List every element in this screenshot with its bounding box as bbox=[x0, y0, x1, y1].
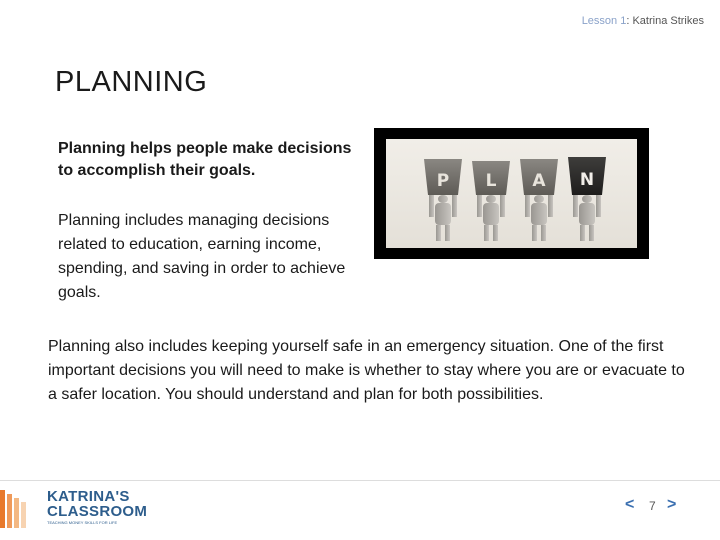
paragraph-goals: Planning helps people make decisions to accomplish their goals. bbox=[58, 140, 352, 179]
chevron-right-icon[interactable]: > bbox=[667, 496, 677, 513]
paragraph-managing-decisions: Planning includes managing decisions related to education, earning income, spending, and saving in order to achieve goals. bbox=[58, 212, 346, 301]
slide-navigation bbox=[625, 496, 685, 516]
figure-a bbox=[520, 159, 558, 241]
katrinas-classroom-logo bbox=[47, 489, 147, 525]
chevron-left-icon[interactable]: < bbox=[625, 496, 635, 513]
figure-p bbox=[424, 159, 462, 241]
breadcrumb-separator: : bbox=[626, 15, 633, 27]
plan-image bbox=[374, 128, 649, 259]
letter-p: P bbox=[436, 171, 450, 191]
footer-divider bbox=[0, 480, 720, 481]
figure-l bbox=[472, 161, 510, 241]
logo-mark-icon bbox=[0, 490, 26, 528]
letter-a: A bbox=[532, 171, 546, 191]
plan-figures-illustration bbox=[386, 139, 637, 248]
logo-tagline: TEACHING MONEY SKILLS FOR LIFE bbox=[47, 520, 118, 525]
page-number: 7 bbox=[649, 499, 656, 513]
letter-l: L bbox=[485, 171, 497, 191]
plan-image-canvas bbox=[386, 139, 637, 248]
logo-line-2: CLASSROOM bbox=[47, 503, 148, 520]
slide-title: PLANNING bbox=[55, 66, 208, 98]
lesson-label: Lesson 1 bbox=[581, 15, 627, 27]
letter-n: N bbox=[579, 170, 595, 190]
lesson-title: Katrina Strikes bbox=[632, 15, 704, 27]
breadcrumb bbox=[582, 15, 704, 27]
logo-line-1: KATRINA'S bbox=[47, 488, 130, 505]
figure-n bbox=[568, 157, 606, 241]
paragraph-emergency-safety: Planning also includes keeping yourself safe in an emergency situation. One of the first important decisions you will need to make is whether to stay where you are or evacuate to a safer location. You should understand and plan for both possibilities. bbox=[48, 338, 685, 403]
